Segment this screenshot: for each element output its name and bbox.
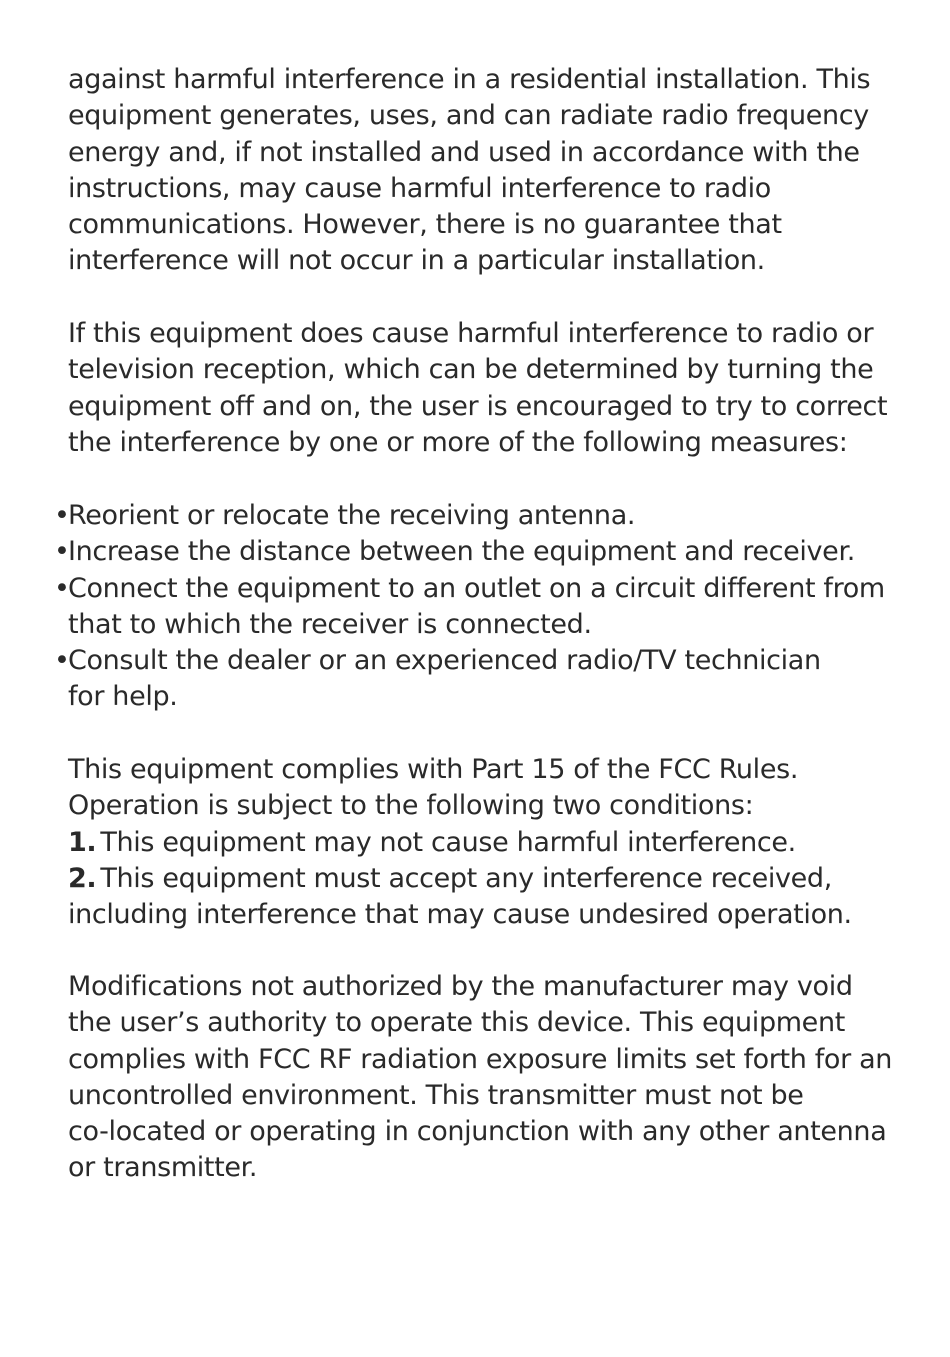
condition-text: This equipment may not cause harmful interference. [100, 826, 796, 858]
paragraph-line: or transmitter. [68, 1152, 258, 1184]
list-item-text: Consult the dealer or an experienced radio/TV technician [68, 645, 821, 677]
condition-text: including interference that may cause undesired operation. [68, 899, 852, 931]
fcc-part15-paragraph [68, 752, 908, 933]
list-item [54, 498, 908, 534]
list-item-text: Connect the equipment to an outlet on a circuit different from [68, 572, 885, 604]
list-item-text: Reorient or relocate the receiving antenna. [68, 500, 636, 531]
modifications-paragraph [68, 969, 908, 1187]
paragraph-line: television reception, which can be determined by turning the [68, 354, 874, 386]
paragraph-line: If this equipment does cause harmful interference to radio or [68, 318, 874, 349]
condition-item [68, 861, 908, 897]
paragraph-line: against harmful interference in a residential installation. This [68, 64, 871, 95]
condition-text: This equipment must accept any interference received, [100, 862, 832, 894]
list-item [54, 534, 908, 570]
paragraph-line: instructions, may cause harmful interference to radio [68, 172, 771, 204]
paragraph-line: Operation is subject to the following two conditions: [68, 790, 754, 822]
condition-number: 2. [68, 862, 97, 894]
paragraph-line: This equipment complies with Part 15 of the FCC Rules. [68, 754, 799, 785]
list-item [54, 643, 908, 716]
condition-number: 1. [68, 826, 97, 858]
list-item [54, 571, 908, 644]
bullet-icon: • [54, 500, 70, 531]
paragraph-line: equipment off and on, the user is encouraged to try to correct [68, 390, 888, 422]
list-item-text: for help. [68, 681, 178, 713]
paragraph-line: uncontrolled environment. This transmitter must not be [68, 1079, 804, 1111]
paragraph-line: equipment generates, uses, and can radiate radio frequency [68, 100, 869, 132]
paragraph-line: complies with FCC RF radiation exposure limits set forth for an [68, 1043, 893, 1075]
paragraph-line: the interference by one or more of the following measures: [68, 426, 848, 458]
paragraph-line: co-located or operating in conjunction with any other antenna [68, 1116, 887, 1148]
paragraph-line: Modifications not authorized by the manufacturer may void [68, 971, 853, 1002]
bullet-icon: • [54, 645, 70, 677]
paragraph-line: communications. However, there is no guarantee that [68, 209, 782, 241]
list-item-text: Increase the distance between the equipment and receiver. [68, 536, 855, 568]
list-item-text: that to which the receiver is connected. [68, 608, 592, 640]
bullet-icon: • [54, 572, 70, 604]
condition-item [68, 825, 908, 861]
bullet-icon: • [54, 536, 70, 568]
paragraph-line: interference will not occur in a particular installation. [68, 245, 765, 277]
paragraph-line: the user’s authority to operate this device. This equipment [68, 1007, 845, 1039]
paragraph-line: energy and, if not installed and used in accordance with the [68, 136, 860, 168]
correction-intro-paragraph [68, 316, 908, 461]
measures-list [54, 498, 908, 716]
interference-paragraph [68, 62, 908, 280]
